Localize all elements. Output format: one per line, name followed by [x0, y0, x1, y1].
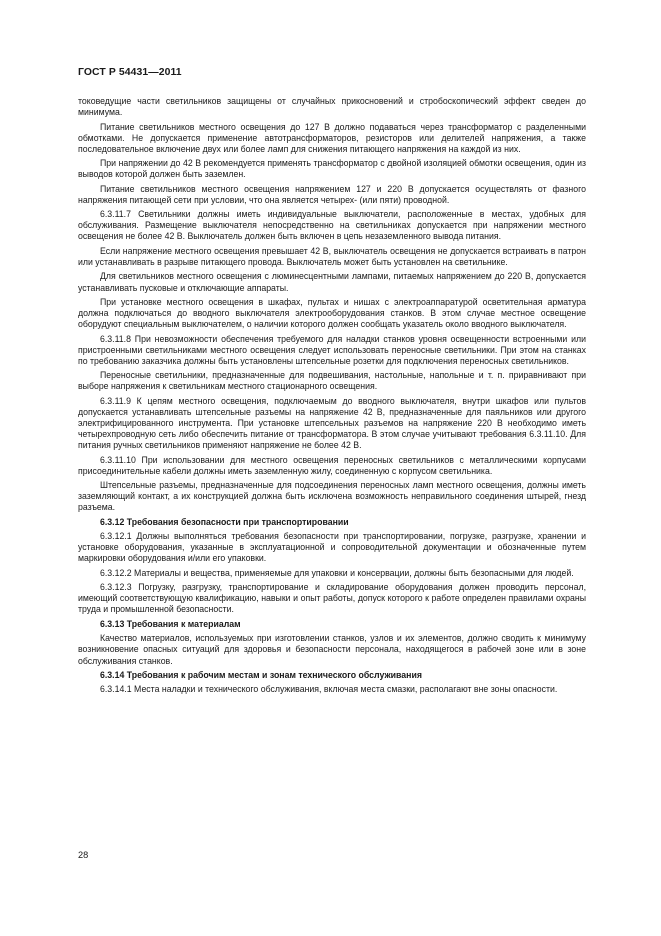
document-header: ГОСТ Р 54431—2011 [78, 67, 182, 78]
paragraph: При напряжении до 42 В рекомендуется применять трансформатор с двойной изоляцией обмотки освещения, один из выводов которой должен быть заземлен. [78, 158, 586, 180]
paragraph: Если напряжение местного освещения превышает 42 В, выключатель освещения не допускается встраивать в патрон или устанавливать в разрыве питающего провода. Выключатель может быть установлен на светильнике. [78, 245, 586, 267]
document-body [78, 96, 586, 699]
paragraph: Штепсельные разъемы, предназначенные для подсоединения переносных ламп местного освещения, должны иметь заземляющий контакт, а их конструкцией должна быть исключена возможность неправильного соединения штырей, гнезд разъема. [78, 480, 586, 513]
paragraph: 6.3.12.3 Погрузку, разгрузку, транспортирование и складирование оборудования должен проводить персонал, имеющий соответствующую квалификацию, навыки и опыт работы, допуск которого к работе определен правилами охраны труда и промышленной безопасности. [78, 582, 586, 615]
paragraph: токоведущие части светильников защищены от случайных прикосновений и стробоскопический эффект сведен до минимума. [78, 96, 586, 118]
section-heading: 6.3.13 Требования к материалам [100, 618, 241, 629]
page-number: 28 [78, 850, 89, 860]
paragraph: Для светильников местного освещения с люминесцентными лампами, питаемых напряжением до 220 В, допускается устанавливать пусковые и отключающие аппараты. [78, 271, 586, 293]
paragraph: 6.3.14.1 Места наладки и технического обслуживания, включая места смазки, располагают вне зоны опасности. [100, 684, 558, 695]
paragraph: 6.3.11.7 Светильники должны иметь индивидуальные выключатели, расположенные в местах, удобных для обслуживания. Размещение выключателя непосредственно на светильниках допускается при напряжении местного освещения не более 42 В. Выключатель должен быть включен в цепь незаземленного вывода питания. [78, 209, 586, 242]
paragraph: 6.3.12.2 Материалы и вещества, применяемые для упаковки и консервации, должны быть безопасными для людей. [100, 567, 574, 578]
paragraph: 6.3.11.9 К цепям местного освещения, подключаемым до вводного выключателя, внутри шкафов или пультов допускается устанавливать штепсельные разъемы на напряжение 42 В, предназначенные для паяльников или другого электрифицированного инструмента. При установке штепсельных разъемов на напряжение 220 В необходимо иметь четырехпроводную сеть либо обеспечить питание от трансформатора. В этом случае учитывают требования 6.3.11.10. Для питания ручных светильников применяют напряжение не более 42 В. [78, 395, 586, 451]
paragraph: При установке местного освещения в шкафах, пультах и нишах с электроаппаратурой осветительная арматура должна подключаться до вводного выключателя электрооборудования станков. В этом случае местное освещение оборудуют специальным выключателем, о наличии которого должен сообщать указатель около вводного выключателя. [78, 296, 586, 330]
paragraph: Питание светильников местного освещения напряжением 127 и 220 В допускается осуществлять от фазного напряжения питающей сети при условии, что она является четырех- (или пяти) проводной. [78, 183, 586, 205]
paragraph: Переносные светильники, предназначенные для подвешивания, настольные, напольные и т. п. приравнивают при выборе напряжения к светильникам местного стационарного освещения. [78, 370, 586, 392]
section-heading: 6.3.12 Требования безопасности при транспортировании [100, 516, 349, 527]
paragraph: 6.3.12.1 Должны выполняться требования безопасности при транспортировании, погрузке, разгрузке, хранении и установке оборудования, указанные в эксплуатационной и сопроводительной документации и обозначенные путем маркировки оборудования и/или его упаковки. [78, 531, 586, 564]
section-heading: 6.3.14 Требования к рабочим местам и зонам технического обслуживания [100, 670, 422, 681]
paragraph: Качество материалов, используемых при изготовлении станков, узлов и их элементов, должно сводить к минимуму возникновение опасных ситуаций для здоровья и безопасности персонала, находящегося в рабочей зоне или в зоне обслуживания станков. [78, 633, 586, 666]
paragraph: Питание светильников местного освещения до 127 В должно подаваться через трансформатор с разделенными обмотками. Не допускается применение автотрансформаторов, резисторов или делителей напряжения, а также последовательное включение двух или более ламп для снижения питающего напряжения на каждой из них. [78, 121, 586, 154]
paragraph: 6.3.11.10 При использовании для местного освещения переносных светильников с металлическими корпусами присоединительные кабели должны иметь заземленную жилу, соединенную с корпусом светильника. [78, 454, 586, 476]
paragraph: 6.3.11.8 При невозможности обеспечения требуемого для наладки станков уровня освещенности встроенными или пристроенными светильниками местного освещения следует использовать переносные светильники. При этом на станках по требованию заказчика должны быть установлены штепсельные розетки для подключения переносных светильников. [78, 333, 586, 366]
